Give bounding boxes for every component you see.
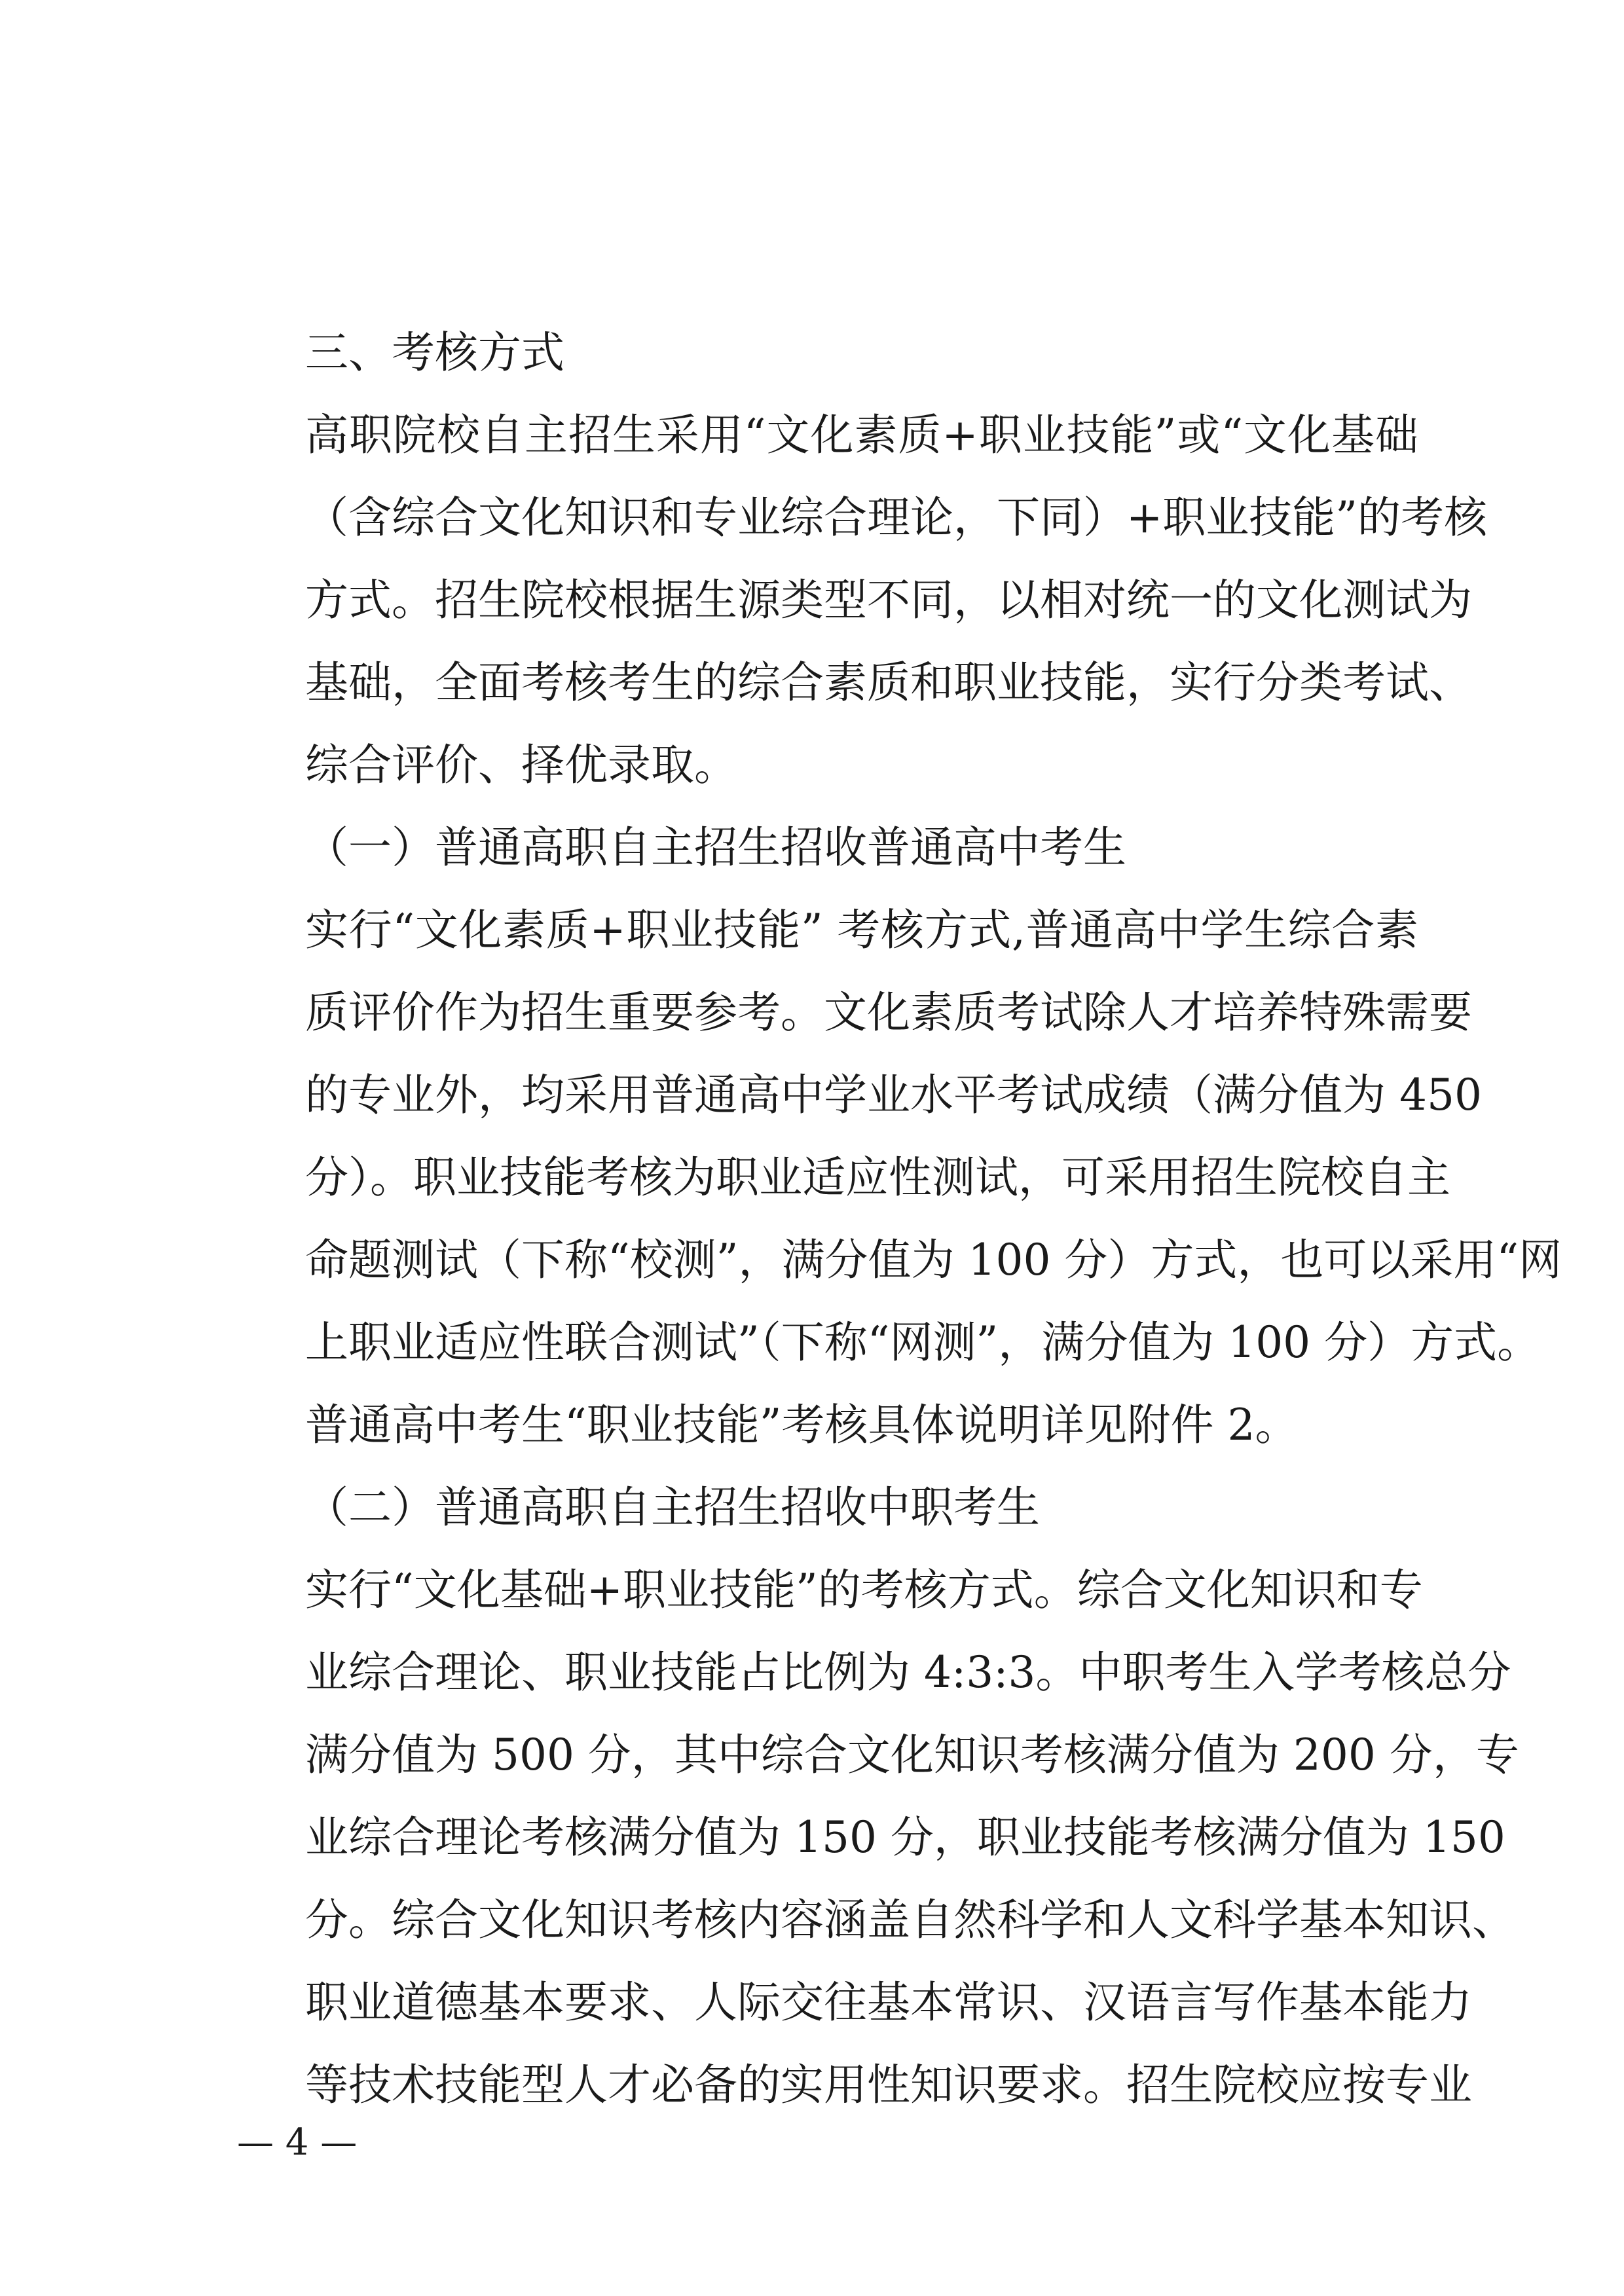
paragraph-line: 分。综合文化知识考核内容涵盖自然科学和人文科学基本知识、	[305, 1895, 1515, 1945]
paragraph-line: 方式。招生院校根据生源类型不同，以相对统一的文化测试为	[305, 575, 1472, 625]
paragraph-line: 的专业外，均采用普通高中学业水平考试成绩（满分值为 450	[305, 1070, 1482, 1120]
paragraph-line: 职业道德基本要求、人际交往基本常识、汉语言写作基本能力	[305, 1977, 1472, 2028]
subsection-heading: （一）普通高职自主招生招收普通高中考生	[305, 822, 1126, 873]
paragraph-line: 命题测试（下称“校测”，满分值为 100 分）方式，也可以采用“网	[305, 1235, 1562, 1285]
paragraph-line: 业综合理论、职业技能占比例为 4:3:3。中职考生入学考核总分	[305, 1647, 1511, 1698]
paragraph-line: 分）。职业技能考核为职业适应性测试，可采用招生院校自主	[305, 1152, 1450, 1203]
paragraph-line: 等技术技能型人才必备的实用性知识要求。招生院校应按专业	[305, 2060, 1472, 2110]
paragraph-line: 业综合理论考核满分值为 150 分，职业技能考核满分值为 150	[305, 1812, 1505, 1863]
paragraph-line: 普通高中考生“职业技能”考核具体说明详见附件 2。	[305, 1400, 1299, 1450]
paragraph-line: 高职院校自主招生采用“文化素质+职业技能”或“文化基础	[305, 410, 1418, 460]
section-heading: 三、考核方式	[305, 327, 564, 378]
paragraph-line: （含综合文化知识和专业综合理论，下同）+职业技能”的考核	[305, 492, 1488, 543]
paragraph-line: 质评价作为招生重要参考。文化素质考试除人才培养特殊需要	[305, 987, 1472, 1038]
paragraph-line: 满分值为 500 分，其中综合文化知识考核满分值为 200 分，专	[305, 1730, 1519, 1780]
paragraph-line: 实行“文化素质+职业技能” 考核方式,普通高中学生综合素	[305, 905, 1418, 955]
page-number: — 4 —	[237, 2121, 358, 2164]
paragraph-line: 综合评价、择优录取。	[305, 740, 737, 790]
paragraph-line: 基础，全面考核考生的综合素质和职业技能，实行分类考试、	[305, 657, 1472, 708]
subsection-heading: （二）普通高职自主招生招收中职考生	[305, 1482, 1040, 1533]
paragraph-line: 上职业适应性联合测试”（下称“网测”，满分值为 100 分）方式。	[305, 1317, 1541, 1368]
paragraph-line: 实行“文化基础+职业技能”的考核方式。综合文化知识和专	[305, 1565, 1423, 1615]
